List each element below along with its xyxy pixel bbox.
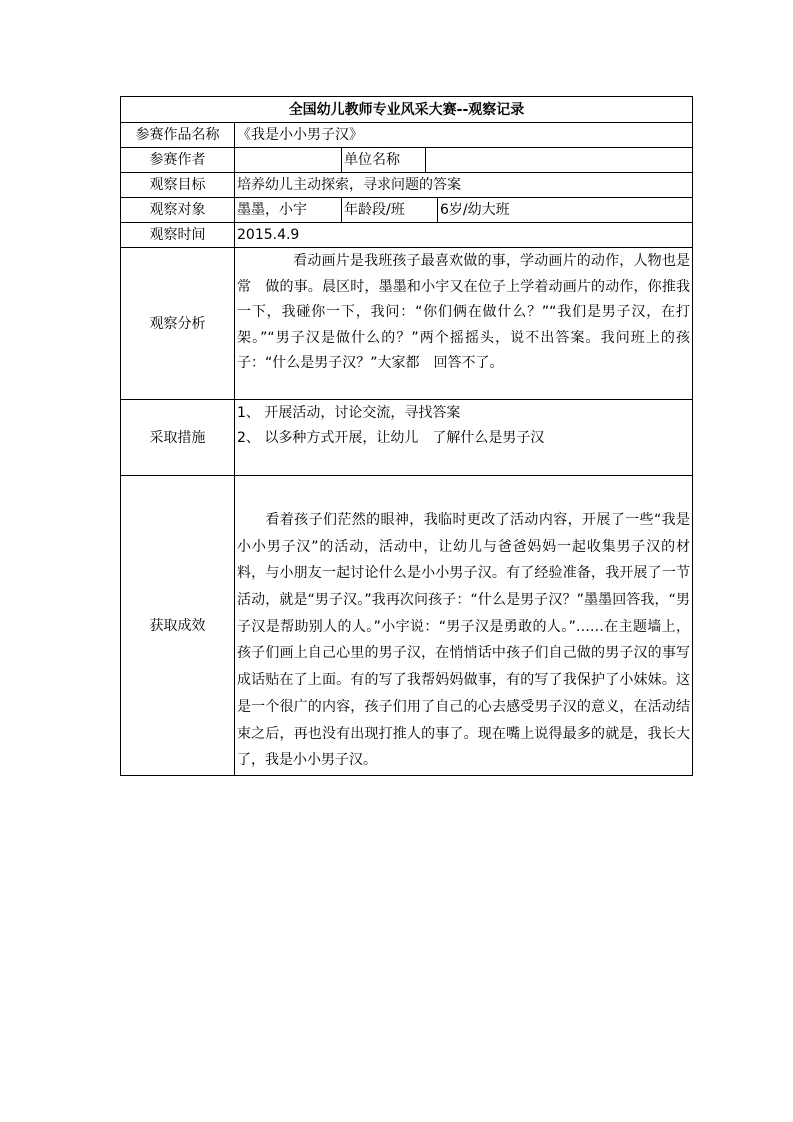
time-value: 2015.4.9 (235, 223, 693, 248)
analysis-cell (235, 248, 693, 400)
results-label: 获取成效 (121, 476, 235, 776)
analysis-row (121, 248, 693, 400)
goal-value: 培养幼儿主动探索，寻求问题的答案 (235, 173, 693, 198)
time-row (121, 223, 693, 248)
observation-record-table (120, 96, 693, 776)
measures-list (237, 401, 690, 451)
title-row (121, 97, 693, 123)
measure-item: 1、 开展活动，讨论交流，寻找答案 (237, 405, 461, 421)
analysis-label: 观察分析 (121, 248, 235, 400)
results-row (121, 476, 693, 776)
measure-item: 2、 以多种方式开展，让幼儿 了解什么是男子汉 (237, 430, 545, 446)
age-value: 6岁/幼大班 (438, 198, 693, 223)
goal-row (121, 173, 693, 198)
subject-value: 墨墨，小宇 (235, 198, 342, 223)
analysis-text: 看动画片是我班孩子最喜欢做的事，学动画片的动作，人物也是常 做的事。晨区时，墨墨和小宇又在位子上学着动画片的动作，你推我一下，我碰你一下，我问：“你们俩在做什么？”“我们是男子汉，在打架。”“男子汉是做什么的？”两个摇摇头，说不出答案。我问班上的孩子：“什么是男子汉？”大家都 回答不了。 (237, 253, 690, 371)
results-text: 看着孩子们茫然的眼神，我临时更改了活动内容，开展了一些“我是小小男子汉”的活动，活动中，让幼儿与爸爸妈妈一起收集男子汉的材料，与小朋友一起讨论什么是小小男子汉。有了经验准备，我开展了一节活动，就是“男子汉。”我再次问孩子：“什么是男子汉？”墨墨回答我，“男子汉是帮助别人的人。”小宇说：“男子汉是勇敢的人。”……在主题墙上，孩子们画上自己心里的男子汉，在悄悄话中孩子们自己做的男子汉的事写成话贴在了上面。有的写了我帮妈妈做事，有的写了我保护了小妹妹。这是一个很广的内容，孩子们用了自己的心去感受男子汉的意义，在活动结束之后，再也没有出现打推人的事了。现在嘴上说得最多的就是，我长大了，我是小小男子汉。 (237, 511, 690, 769)
results-paragraph (237, 507, 690, 774)
unit-label: 单位名称 (342, 148, 426, 173)
measures-row (121, 400, 693, 476)
work-name-value: 《我是小小男子汉》 (235, 123, 693, 148)
form-title: 全国幼儿教师专业风采大赛--观察记录 (121, 97, 693, 123)
measures-cell (235, 400, 693, 476)
age-label: 年龄段/班 (342, 198, 438, 223)
subject-label: 观察对象 (121, 198, 235, 223)
results-cell (235, 476, 693, 776)
work-name-row (121, 123, 693, 148)
author-label: 参赛作者 (121, 148, 235, 173)
author-row (121, 148, 693, 173)
subject-row (121, 198, 693, 223)
goal-label: 观察目标 (121, 173, 235, 198)
author-value (235, 148, 342, 173)
work-name-label: 参赛作品名称 (121, 123, 235, 148)
unit-value (426, 148, 693, 173)
measures-label: 采取措施 (121, 400, 235, 476)
time-label: 观察时间 (121, 223, 235, 248)
analysis-paragraph (237, 249, 690, 377)
